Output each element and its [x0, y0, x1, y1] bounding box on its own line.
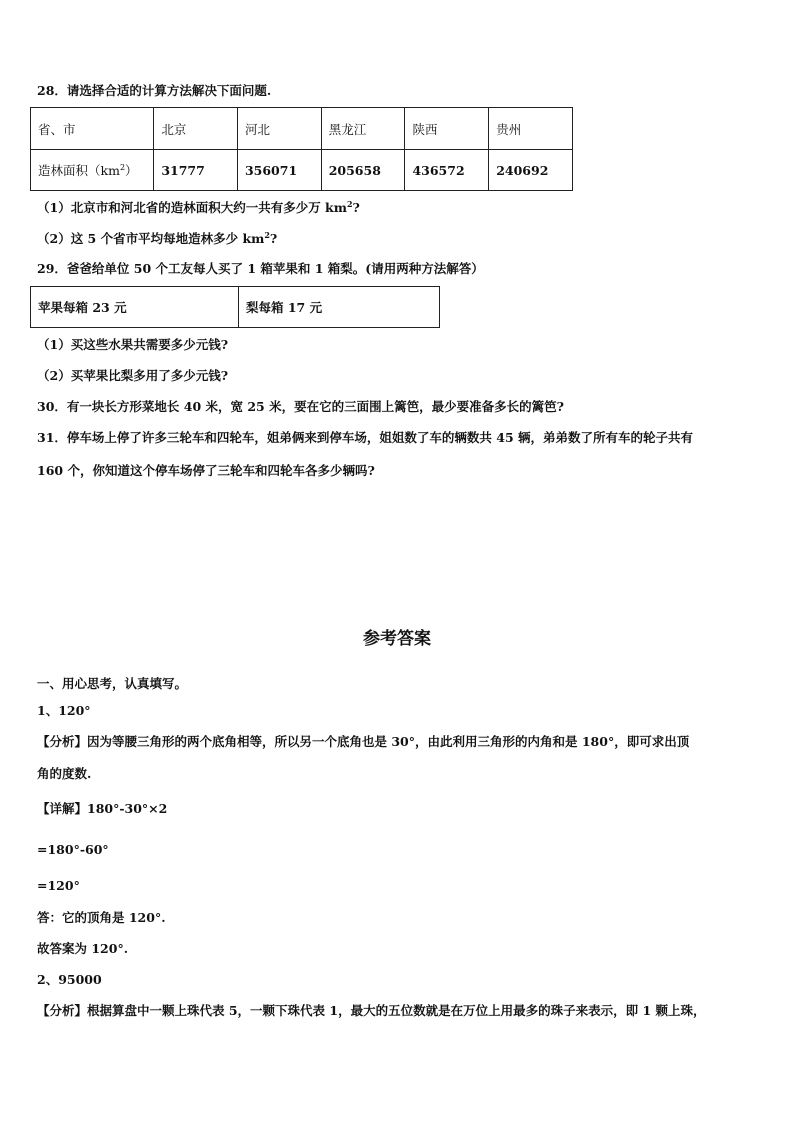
- question-28-sub1: （1）北京市和河北省的造林面积大约一共有多少万 $km^2$?: [37, 198, 360, 215]
- answer-1-analysis-line1: 【分析】因为等腰三角形的两个底角相等，所以另一个底角也是 30°，由此利用三角形的内角和是 180°，即可求出顶: [37, 734, 690, 749]
- table-header-row: [31, 108, 573, 150]
- table-value-heilongjiang: 205658: [321, 150, 405, 191]
- table-value-beijing: 31777: [154, 150, 238, 191]
- answer-1-final: 故答案为 120°.: [37, 941, 129, 956]
- table-col-guizhou: 贵州: [489, 108, 573, 150]
- question-29-sub2: （2）买苹果比梨多用了多少元钱?: [37, 368, 229, 383]
- apple-price-cell: 苹果每箱 23 元: [31, 287, 239, 328]
- answer-1-head: 1、120°: [37, 703, 91, 718]
- pear-price-cell: 梨每箱 17 元: [239, 287, 440, 328]
- question-31-line1: 31．停车场上停了许多三轮车和四轮车，姐弟俩来到停车场，姐姐数了车的辆数共 45 辆，弟弟数了所有车的轮子共有: [37, 430, 693, 445]
- answer-2-analysis: 【分析】根据算盘中一颗上珠代表 5，一颗下珠代表 1，最大的五位数就是在万位上用最多的珠子来表示，即 1 颗上珠，: [37, 1003, 706, 1018]
- question-28-sub2: （2）这 5 个省市平均每地造林多少 $km^2$?: [37, 229, 278, 246]
- table-value-row: [31, 150, 573, 191]
- question-29-stem: 29．爸爸给单位 50 个工友每人买了 1 箱苹果和 1 箱梨。(请用两种方法解答）: [37, 261, 484, 276]
- answer-2-head: 2、95000: [37, 972, 102, 987]
- table-col-hebei: 河北: [237, 108, 321, 150]
- answer-1-response: 答：它的顶角是 120°.: [37, 910, 166, 925]
- question-30: 30．有一块长方形菜地长 40 米，宽 25 米，要在它的三面围上篱笆，最少要准备多长的篱笆?: [37, 399, 564, 414]
- fruit-price-table: [30, 286, 440, 328]
- answer-1-detail: 【详解】180°-30°×2: [37, 801, 168, 816]
- afforestation-table: [30, 107, 573, 191]
- question-29-sub1: （1）买这些水果共需要多少元钱?: [37, 337, 229, 352]
- table-row-label: 造林面积$(km^2)$: [31, 150, 154, 191]
- table-header-label: 省、市: [31, 108, 154, 150]
- question-28-stem: 28．请选择合适的计算方法解决下面问题.: [37, 83, 272, 98]
- table-value-shaanxi: 436572: [405, 150, 489, 191]
- table-value-guizhou: 240692: [489, 150, 573, 191]
- table-col-shaanxi: 陕西: [405, 108, 489, 150]
- table-col-beijing: 北京: [154, 108, 238, 150]
- answers-section-heading: 一、用心思考，认真填写。: [37, 676, 188, 691]
- answers-title: 参考答案: [363, 629, 431, 649]
- table-value-hebei: 356071: [237, 150, 321, 191]
- answer-1-step1: =180°-60°: [37, 842, 109, 857]
- answer-1-step2: =120°: [37, 878, 80, 893]
- table-col-heilongjiang: 黑龙江: [321, 108, 405, 150]
- answer-1-analysis-line2: 角的度数.: [37, 766, 92, 781]
- fruit-price-row: [31, 287, 440, 328]
- question-31-line2: 160 个，你知道这个停车场停了三轮车和四轮车各多少辆吗?: [37, 463, 375, 478]
